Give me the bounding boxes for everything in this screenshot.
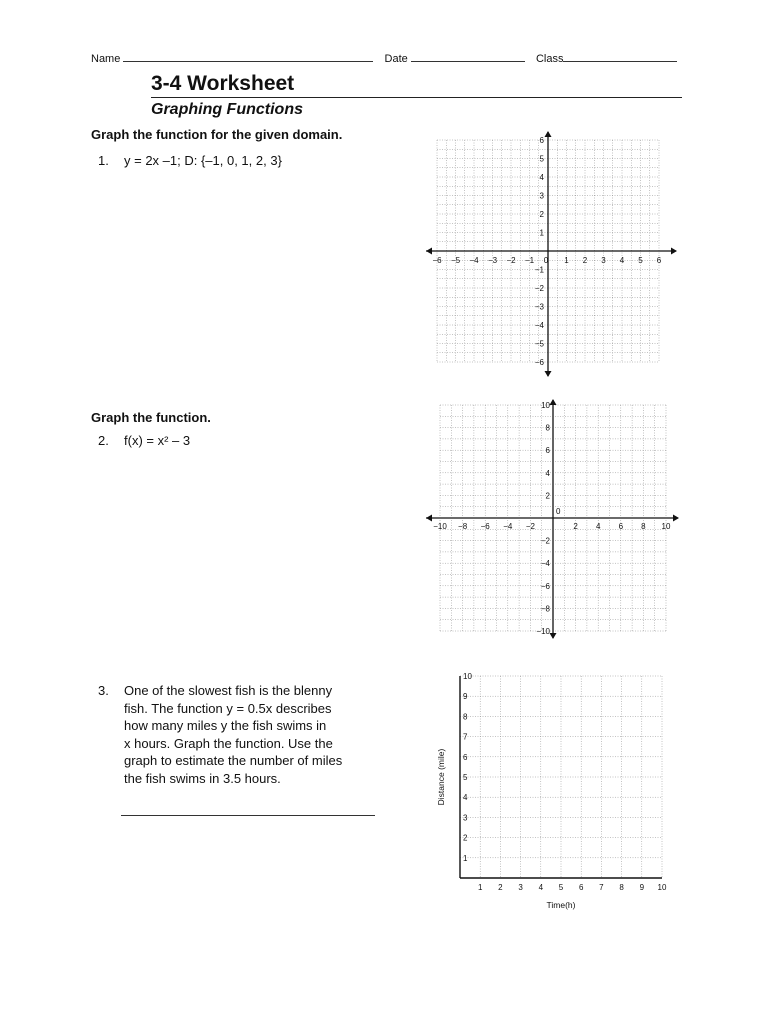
x-tick-label: −6 (432, 256, 442, 265)
problem-3-number: 3. (98, 683, 109, 698)
x-tick-label: −10 (433, 522, 447, 531)
x-tick-label: −5 (450, 256, 461, 265)
answer-line[interactable] (121, 815, 375, 816)
arrow-head (426, 515, 432, 522)
y-tick-label: 9 (463, 692, 468, 702)
x-tick-label: 8 (641, 522, 646, 531)
y-tick-label: −6 (534, 358, 544, 367)
x-tick-label: 8 (619, 883, 624, 892)
x-tick-label: 5 (638, 256, 643, 265)
y-tick-label: 10 (463, 672, 472, 681)
arrow-head (671, 248, 677, 255)
problem-3-line: x hours. Graph the function. Use the (124, 735, 333, 751)
problem-1-number: 1. (98, 153, 109, 168)
arrow-head (545, 131, 552, 137)
y-tick-label: −2 (534, 284, 544, 293)
x-tick-label: 10 (657, 883, 667, 892)
x-tick-label: 2 (582, 256, 588, 265)
coordinate-grid-1[interactable] (420, 130, 680, 378)
x-tick-label: 3 (518, 883, 523, 892)
x-tick-label: 6 (618, 522, 624, 531)
x-tick-label: 1 (564, 256, 569, 265)
section2-heading: Graph the function. (91, 410, 211, 425)
y-tick-label: 6 (539, 136, 544, 145)
problem-3 (98, 682, 342, 787)
x-tick-label: 7 (599, 883, 604, 892)
page-title: 3-4 Worksheet (151, 72, 295, 95)
x-tick-label: 6 (578, 883, 584, 892)
y-tick-label: 2 (539, 210, 544, 219)
y-tick-label: 10 (541, 401, 550, 410)
y-axis-title: Distance (mile) (436, 748, 446, 806)
x-tick-label: −6 (480, 522, 490, 531)
y-tick-label: 5 (539, 154, 544, 164)
x-tick-label: −1 (524, 256, 535, 265)
arrow-head (550, 633, 557, 639)
x-tick-label: −4 (503, 522, 513, 531)
y-tick-label: −10 (536, 627, 550, 636)
y-tick-label: −1 (534, 265, 544, 275)
origin-label: 0 (556, 507, 561, 516)
class-field[interactable] (563, 51, 677, 62)
y-tick-label: 4 (539, 173, 544, 182)
x-tick-label: −2 (525, 522, 535, 531)
x-tick-label: 1 (477, 883, 483, 892)
x-tick-label: 9 (639, 883, 645, 892)
class-label: Class (535, 53, 564, 65)
arrow-head (426, 248, 432, 255)
x-tick-label: −2 (506, 256, 516, 265)
arrow-head (673, 515, 679, 522)
x-tick-label: 10 (661, 522, 671, 531)
name-field[interactable] (123, 51, 373, 62)
y-tick-label: 4 (545, 468, 550, 478)
y-tick-label: 1 (539, 228, 544, 238)
y-tick-label: −5 (534, 339, 544, 349)
x-tick-label: 6 (656, 256, 662, 265)
date-label: Date (384, 53, 408, 65)
title-rule (151, 97, 682, 98)
y-tick-label: 2 (545, 491, 550, 501)
section1-heading: Graph the function for the given domain. (91, 127, 343, 142)
y-tick-label: 3 (463, 813, 468, 823)
header-row (91, 51, 677, 65)
x-tick-label: 4 (595, 522, 601, 531)
problem-2 (98, 432, 190, 450)
problem-1-text: y = 2x –1; D: {–1, 0, 1, 2, 3} (124, 153, 282, 168)
x-tick-label: −8 (458, 522, 468, 531)
y-tick-label: 3 (539, 191, 544, 201)
problem-3-line: fish. The function y = 0.5x describes (124, 700, 332, 716)
problem-3-line: One of the slowest fish is the blenny (124, 683, 333, 698)
coordinate-grid-3[interactable] (430, 660, 670, 915)
y-tick-label: −4 (540, 559, 550, 569)
x-axis-title: Time(h) (546, 900, 576, 910)
date-field[interactable] (411, 51, 525, 62)
x-tick-label: 2 (498, 883, 503, 892)
y-tick-label: 6 (463, 752, 468, 762)
y-tick-label: −6 (540, 581, 550, 591)
coordinate-grid-2[interactable] (420, 398, 682, 640)
problem-3-line: how many miles y the fish swims in (124, 718, 327, 733)
problem-2-number: 2. (98, 433, 109, 448)
y-tick-label: 7 (463, 732, 468, 742)
y-tick-label: −8 (540, 604, 550, 614)
x-tick-label: 3 (601, 256, 606, 265)
y-tick-label: 8 (545, 423, 550, 433)
x-tick-label: 0 (543, 256, 549, 265)
problem-2-text: f(x) = x² – 3 (124, 433, 191, 448)
problem-1 (98, 152, 282, 170)
x-tick-label: 2 (573, 522, 578, 531)
arrow-head (550, 399, 557, 405)
y-tick-label: 6 (545, 446, 550, 456)
y-tick-label: 2 (463, 833, 468, 843)
y-tick-label: 1 (463, 853, 468, 863)
y-tick-label: 4 (463, 793, 468, 803)
y-tick-label: 5 (463, 773, 468, 782)
y-tick-label: −4 (534, 321, 544, 330)
problem-3-line: graph to estimate the number of miles (124, 753, 343, 768)
y-tick-label: 8 (463, 712, 468, 722)
x-tick-label: 4 (619, 256, 625, 265)
problem-3-line: the fish swims in 3.5 hours. (124, 770, 281, 786)
x-tick-label: 5 (558, 883, 564, 892)
name-label: Name (91, 53, 121, 65)
y-tick-label: −2 (540, 536, 550, 546)
page-subtitle: Graphing Functions (151, 101, 303, 118)
x-tick-label: 4 (538, 883, 544, 892)
arrow-head (545, 371, 552, 377)
x-tick-label: −4 (469, 256, 479, 265)
x-tick-label: −3 (487, 256, 498, 265)
y-tick-label: −3 (534, 302, 544, 312)
